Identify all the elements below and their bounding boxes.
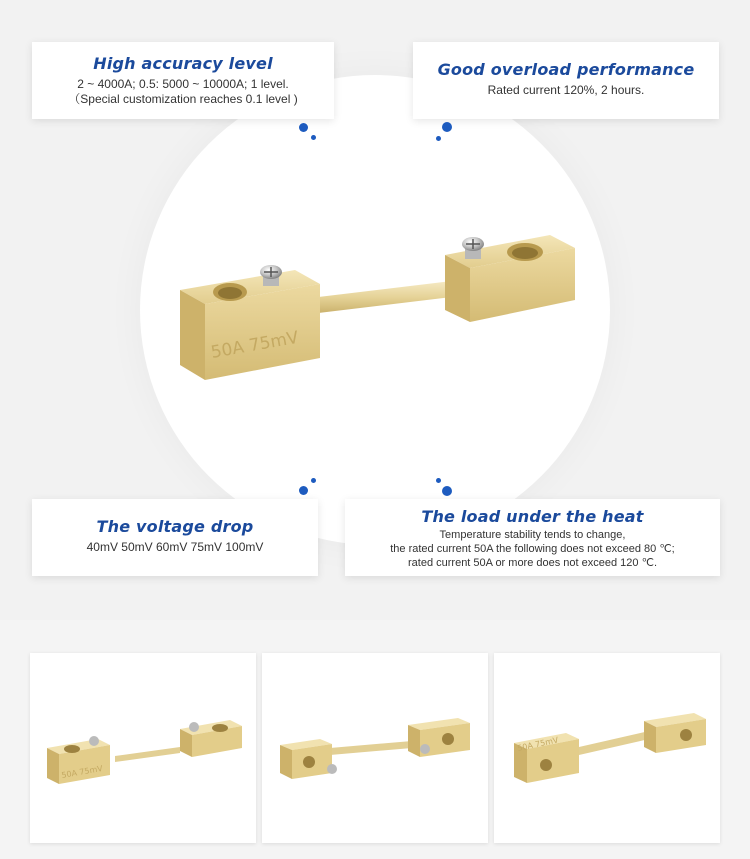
shunt-product-image — [160, 200, 600, 400]
feature-text-accuracy-2: （Special customization reaches 0.1 level ) — [68, 92, 298, 106]
feature-title-voltage: The voltage drop — [96, 517, 254, 536]
feature-title-accuracy: High accuracy level — [93, 54, 273, 73]
product-thumbnail-3[interactable] — [494, 653, 720, 843]
feature-text-accuracy-1: 2 ~ 4000A; 0.5: 5000 ~ 10000A; 1 level. — [77, 77, 289, 91]
feature-title-overload: Good overload performance — [437, 60, 695, 79]
thumbnail-engraving-1: 50A 75mV — [60, 763, 104, 780]
feature-text-heat-3: rated current 50A or more does not exceed 120 ℃. — [408, 557, 657, 569]
product-thumbnail-1[interactable] — [30, 653, 256, 843]
feature-card-voltage — [32, 499, 318, 576]
feature-card-heat — [345, 499, 720, 576]
feature-text-heat-2: the rated current 50A the following does not exceed 80 ℃; — [390, 543, 675, 555]
decor-dot — [442, 122, 452, 132]
feature-title-heat: The load under the heat — [421, 507, 644, 526]
thumbnail-engraving-3: 50A 75mV — [516, 735, 560, 753]
feature-card-overload — [413, 42, 719, 119]
product-thumbnail-2[interactable] — [262, 653, 488, 843]
decor-dot — [436, 478, 441, 483]
product-engraving: 50A 75mV — [209, 327, 301, 363]
decor-dot — [299, 486, 308, 495]
feature-text-heat-1: Temperature stability tends to change, — [439, 529, 626, 541]
thumbnail-image-1 — [30, 653, 256, 843]
feature-text-overload-1: Rated current 120%, 2 hours. — [487, 83, 645, 97]
feature-card-accuracy — [32, 42, 334, 119]
decor-dot — [311, 135, 316, 140]
feature-text-voltage-1: 40mV 50mV 60mV 75mV 100mV — [86, 540, 264, 554]
decor-dot — [311, 478, 316, 483]
thumbnail-image-2 — [262, 653, 488, 843]
decor-dot — [299, 123, 308, 132]
decor-dot — [436, 136, 441, 141]
thumbnail-image-3 — [494, 653, 720, 843]
product-thumbnails — [30, 653, 720, 843]
decor-dot — [442, 486, 452, 496]
